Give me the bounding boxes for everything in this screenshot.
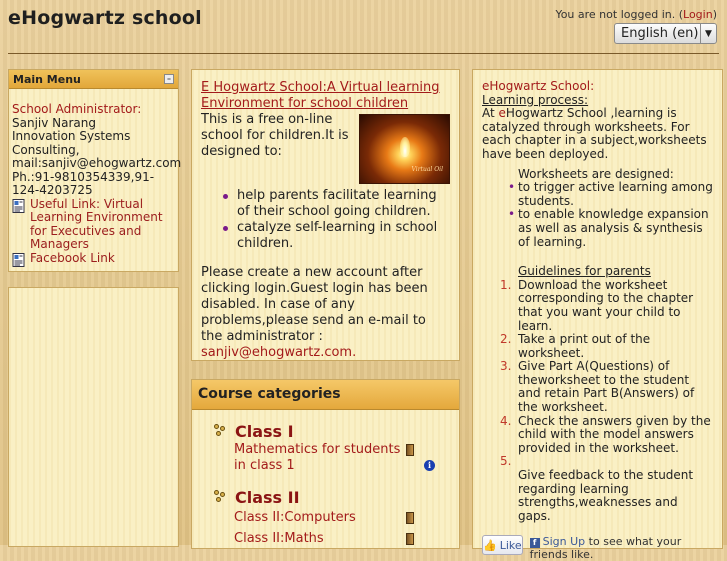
admin-heading: School Administrator:: [12, 102, 142, 116]
intro-prefix: At: [482, 106, 499, 121]
list-item: • to trigger active learning among students.: [506, 181, 713, 208]
category-name[interactable]: Class II: [235, 487, 300, 507]
chevron-down-icon[interactable]: ▼: [700, 24, 716, 43]
list-item: help parents facilitate learning of their school going children.: [223, 188, 450, 220]
facebook-icon: f: [530, 538, 540, 548]
like-label: Like: [499, 538, 522, 552]
list-item: catalyze self-learning in school children.: [223, 220, 450, 252]
category-icon: [214, 490, 230, 504]
facebook-link-row[interactable]: [12, 252, 175, 267]
list-number: 5.: [500, 454, 512, 469]
course-categories-block: [191, 379, 460, 549]
useful-link-row[interactable]: [12, 198, 175, 252]
thumbs-up-icon: 👍: [483, 538, 497, 552]
useful-link[interactable]: Useful Link: Virtual Learning Environment for Executives and Managers: [30, 196, 163, 251]
worksheet-bullets: [506, 181, 713, 249]
guidelines-heading: Guidelines for parents: [518, 264, 651, 279]
intro-bullets: [223, 188, 450, 252]
info-icon[interactable]: i: [424, 460, 435, 471]
admin-line: Innovation Systems: [12, 129, 131, 143]
image-caption: Virtual Oil: [411, 166, 443, 173]
course-categories-title: Course categories: [192, 380, 459, 410]
course-name[interactable]: Class II:Maths: [234, 531, 324, 546]
intro-title-link[interactable]: E Hogwartz School:A Virtual learning Environment for school children: [201, 80, 440, 111]
site-title: eHogwartz school: [8, 7, 202, 29]
course-name[interactable]: Mathematics for students in class 1: [234, 442, 401, 473]
list-item: [500, 279, 713, 333]
category-icon: [214, 424, 230, 438]
book-icon: [406, 444, 414, 456]
document-icon: [12, 253, 25, 267]
list-number: 1.: [500, 277, 512, 292]
guidelines-list: [500, 279, 713, 524]
header-divider: [8, 53, 719, 54]
language-value: English (en): [621, 26, 699, 41]
signup-link[interactable]: Sign Up: [542, 535, 586, 549]
process-intro: [482, 107, 713, 161]
facebook-signup-text: [530, 535, 713, 561]
category-class-i[interactable]: [214, 420, 459, 442]
worksheets-heading: Worksheets are designed:: [518, 166, 674, 181]
course-item[interactable]: [214, 531, 459, 547]
intro-para-text: Please create a new account after clicking login.Guest login has been disabled. In case of any problems,please send an e-mail to the administrator :: [201, 265, 428, 344]
list-number: 3.: [500, 359, 512, 374]
login-prefix: You are not logged in. (: [555, 8, 684, 21]
admin-email-link[interactable]: sanjiv@ehogwartz.com.: [201, 345, 357, 360]
intro-paragraph: [201, 265, 450, 361]
like-button[interactable]: [482, 535, 523, 555]
process-heading: Learning process:: [482, 92, 589, 107]
collapse-icon[interactable]: –: [164, 74, 174, 84]
guideline-text: Take a print out of the worksheet.: [518, 332, 651, 360]
facebook-like-row: [482, 535, 713, 561]
list-item: • to enable knowledge expansion as well as analysis & synthesis of learning.: [506, 208, 713, 249]
login-link[interactable]: Login: [683, 8, 713, 21]
learning-process-block: [472, 69, 723, 561]
list-number: 4.: [500, 413, 512, 428]
language-select[interactable]: [614, 23, 717, 44]
course-name[interactable]: Class II:Computers: [234, 510, 356, 525]
intro-block: [191, 69, 460, 361]
main-menu-title: Main Menu: [13, 73, 81, 86]
login-suffix: ): [712, 8, 717, 21]
intro-brand: e: [498, 106, 506, 121]
main-menu-block: [8, 69, 182, 272]
guideline-text: Give feedback to the student regarding learning strengths,weaknesses and gaps.: [518, 468, 694, 523]
list-number: 2.: [500, 332, 512, 347]
guideline-text: Check the answers given by the child with the model answers provided in the worksheet.: [518, 413, 711, 455]
candle-image: [359, 114, 450, 184]
guideline-text: Give Part A(Questions) of theworksheet to the student and retain Part B(Answers) of the worksheet.: [518, 359, 695, 415]
guideline-text: Download the worksheet corresponding to the chapter that you want your child to learn.: [518, 277, 694, 333]
admin-line: mail:sanjiv@ehogwartz.com: [12, 156, 182, 170]
list-item: [500, 333, 713, 360]
book-icon: [406, 512, 414, 524]
category-class-ii[interactable]: [214, 486, 459, 508]
facebook-link[interactable]: Facebook Link: [30, 250, 115, 265]
course-item[interactable]: [214, 510, 459, 526]
flame-shape: [400, 137, 410, 157]
admin-line: Ph.:91-9810354339,91-: [12, 169, 155, 184]
admin-line: Consulting,: [12, 142, 80, 157]
intro-rest: Hogwartz School ,learning is catalyzed through worksheets. For each chapter in a subject,worksheets have been deployed.: [482, 106, 707, 161]
main-menu-header: [9, 70, 178, 89]
book-icon: [406, 533, 414, 545]
course-item[interactable]: [214, 442, 459, 474]
brand-heading: eHogwartz School:: [482, 79, 595, 93]
list-item: [500, 455, 713, 523]
list-item: [500, 360, 713, 414]
intro-text: This is a free on-line school for children.It is designed to:: [201, 112, 349, 159]
list-item: [500, 415, 713, 456]
document-icon: [12, 199, 25, 213]
login-info: [555, 8, 717, 21]
left-empty-block: [8, 287, 179, 547]
category-name[interactable]: Class I: [235, 421, 294, 441]
signup-rest: to see what your friends like.: [529, 535, 682, 561]
admin-line: Sanjiv Narang: [12, 115, 96, 130]
admin-line: 124-4203725: [12, 183, 93, 197]
